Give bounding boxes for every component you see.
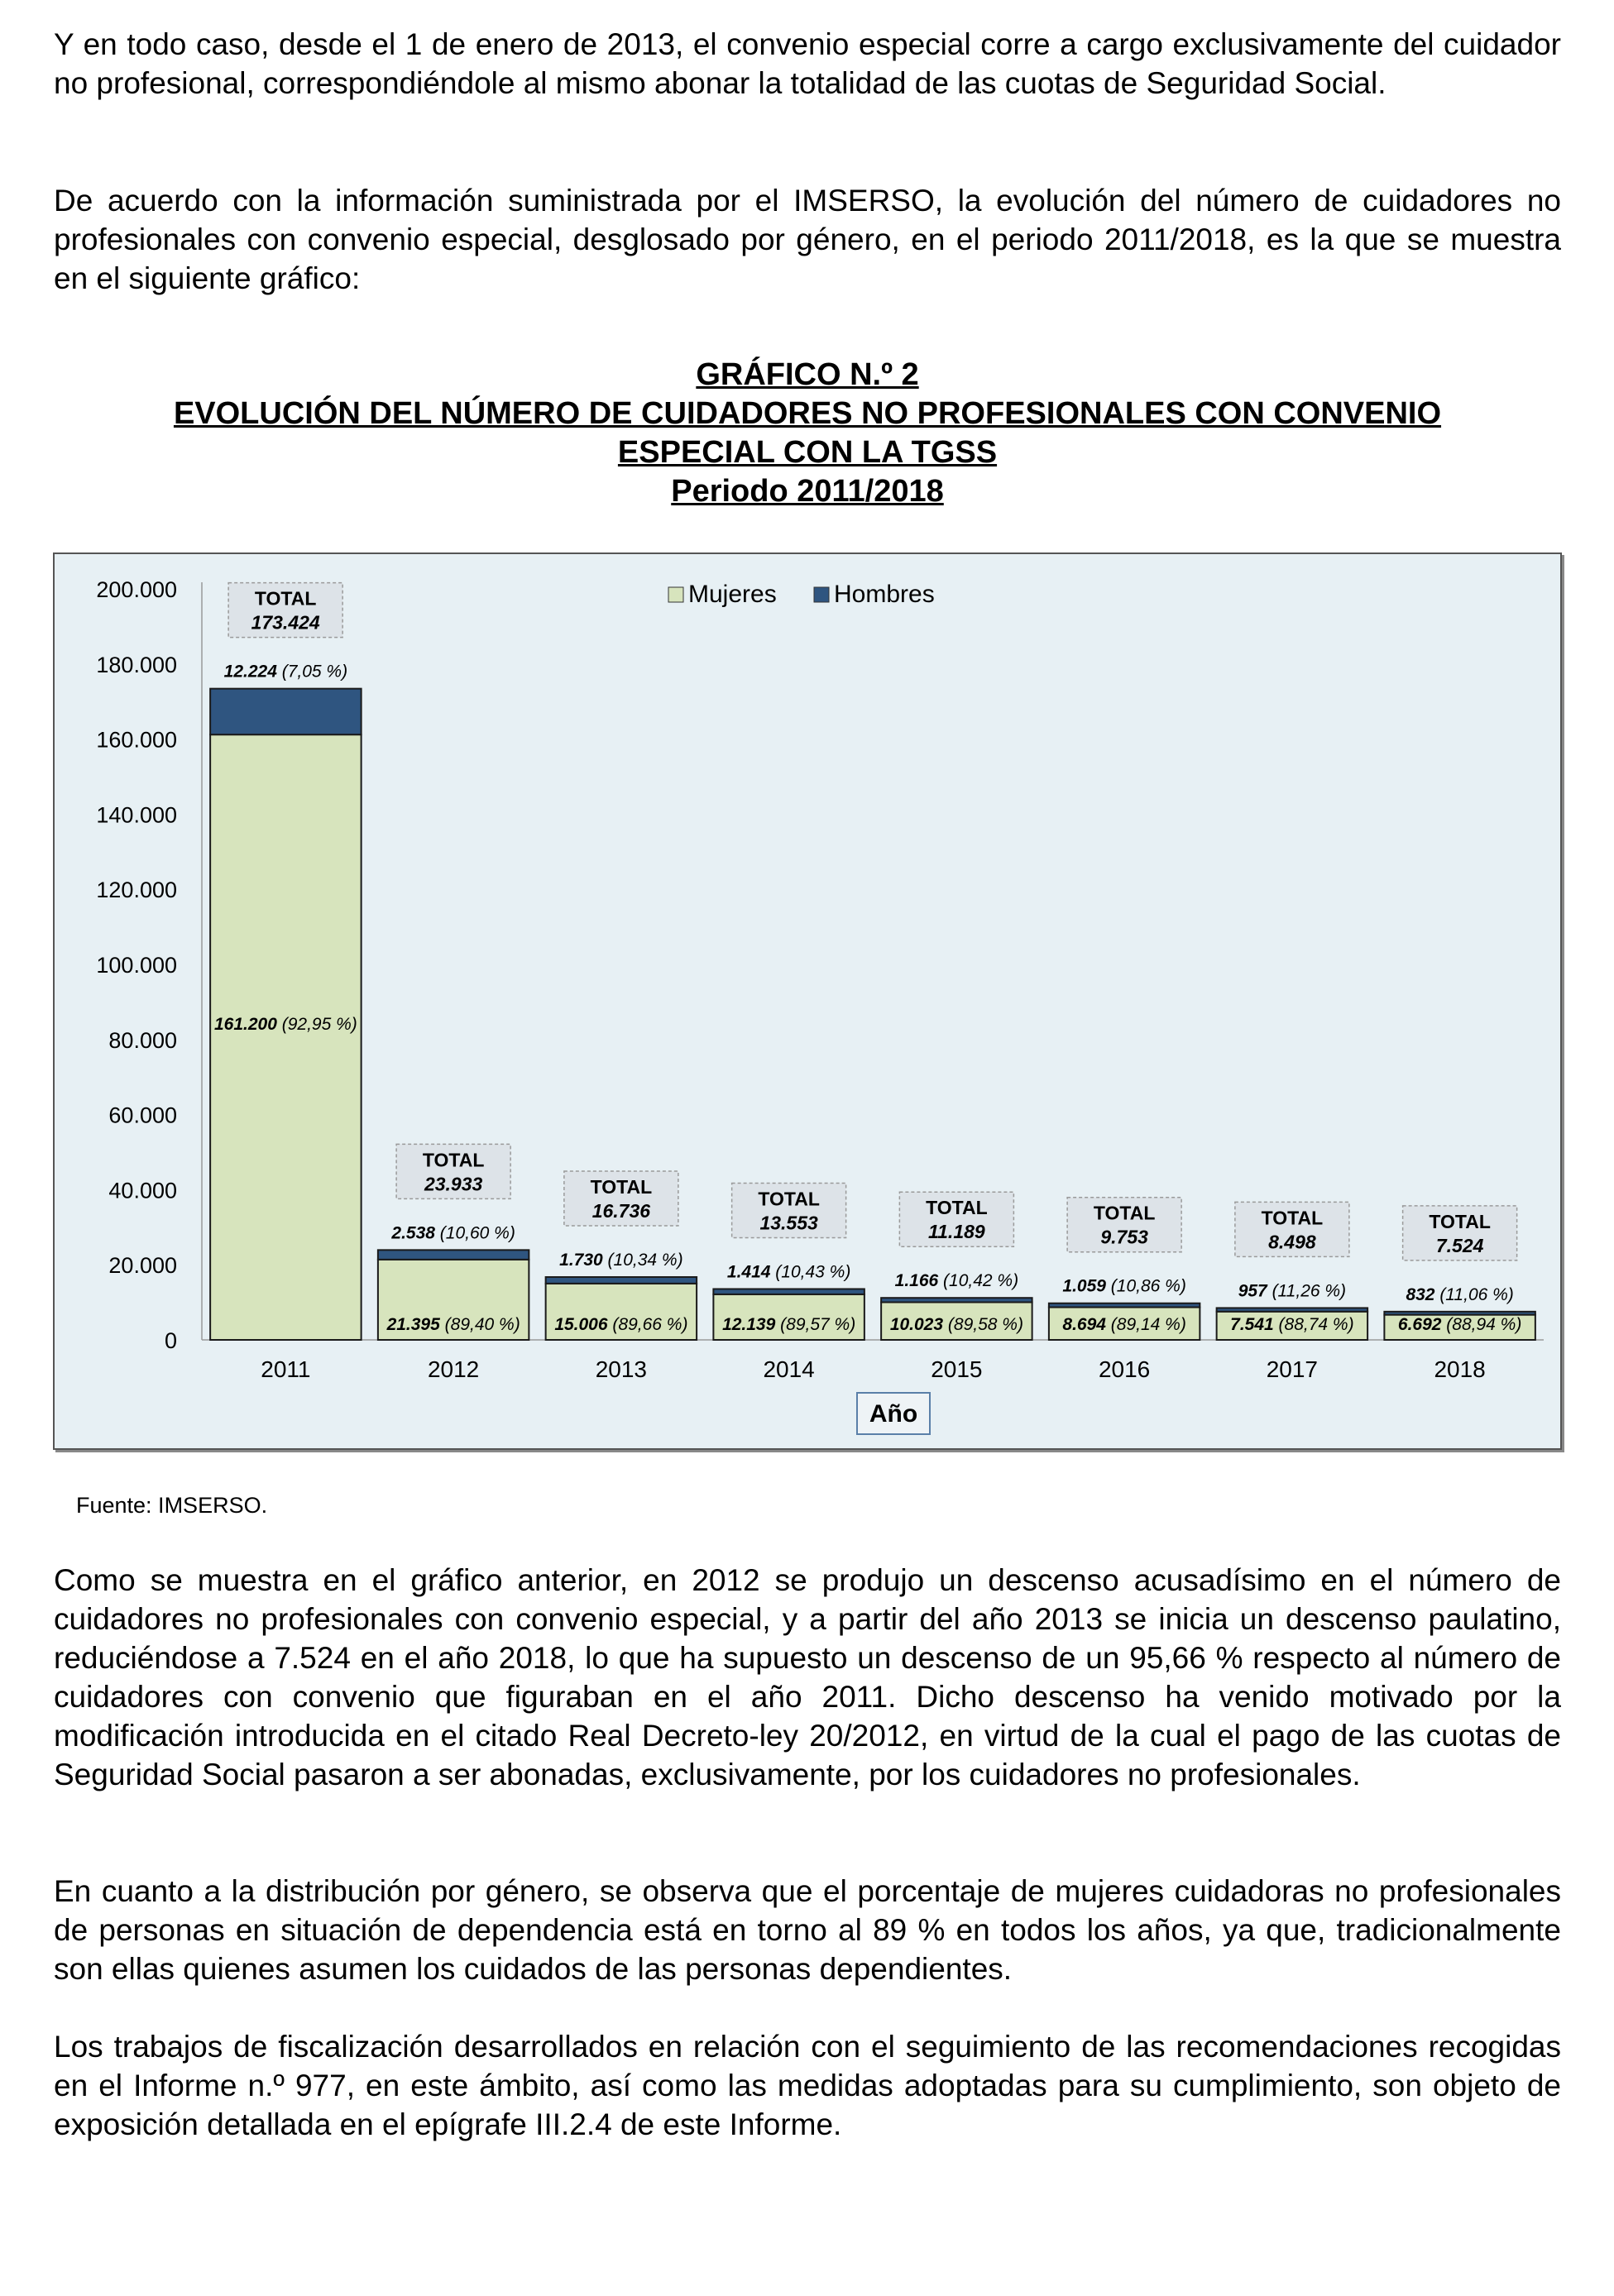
legend-swatch-mujeres — [668, 587, 683, 602]
analysis-paragraph-1: Como se muestra en el gráfico anterior, en 2012 se produjo un descenso acusadísimo en el número de cuidadores no profesionales con convenio especial, y a partir del año 2013 se inicia un descenso paulatino, reduciéndose a 7.524 en el año 2018, lo que ha supuesto un descenso de un 95,66 % respecto al número de cuidadores con convenio que figuraban en el año 2011. Dicho descenso ha venido motivado por la modificación introducida en el citado Real Decreto-ley 20/2012, en virtud de la cual el pago de las cuotas de Seguridad Social pasaron a ser abonadas, exclusivamente, por los cuidadores no profesionales. — [54, 1563, 1561, 1791]
data-label-hombres-2011: 12.224 (7,05 %) — [223, 662, 348, 682]
data-label-hombres-2016: 1.059 (10,86 %) — [1062, 1276, 1186, 1296]
data-label-mujeres-2011: 161.200 (92,95 %) — [213, 1014, 357, 1034]
total-value-2017: 8.498 — [1268, 1231, 1316, 1253]
data-label-mujeres-2017: 7.541 (88,74 %) — [1230, 1315, 1354, 1334]
total-value-2013: 16.736 — [591, 1200, 651, 1222]
y-tick-label: 40.000 — [108, 1178, 177, 1203]
intro-paragraph-1: Y en todo caso, desde el 1 de enero de 2013, el convenio especial corre a cargo exclusivamente del cuidador no profesional, correspondiéndole al mismo abonar la totalidad de las cuotas de Seguridad Social. — [54, 27, 1561, 100]
x-tick-label: 2015 — [931, 1356, 983, 1382]
y-tick-label: 120.000 — [96, 878, 177, 903]
x-tick-label: 2016 — [1098, 1356, 1151, 1382]
legend-label-hombres: Hombres — [834, 581, 935, 608]
data-label-mujeres-2015: 10.023 (89,58 %) — [889, 1315, 1023, 1334]
legend-swatch-hombres — [814, 587, 829, 602]
chart-frame — [53, 552, 1562, 1450]
total-value-2012: 23.933 — [424, 1173, 483, 1195]
total-value-2015: 11.189 — [928, 1221, 985, 1243]
figure-title-line-1: EVOLUCIÓN DEL NÚMERO DE CUIDADORES NO PROFESIONALES CON CONVENIO — [173, 396, 1442, 431]
stacked-bar-chart — [55, 554, 1560, 1448]
total-value-2014: 13.553 — [759, 1212, 818, 1234]
x-tick-label: 2018 — [1434, 1356, 1486, 1382]
total-caption: TOTAL — [422, 1149, 485, 1171]
data-label-hombres-2014: 1.414 (10,43 %) — [726, 1262, 851, 1282]
x-axis-title: Año — [869, 1400, 918, 1428]
data-label-hombres-2013: 1.730 (10,34 %) — [559, 1251, 683, 1270]
bar-hombres-2016 — [1049, 1303, 1200, 1308]
x-tick-label: 2011 — [261, 1356, 311, 1382]
total-caption: TOTAL — [926, 1197, 988, 1219]
bar-hombres-2017 — [1217, 1308, 1367, 1311]
y-tick-label: 160.000 — [96, 727, 177, 753]
intro-paragraph-2: De acuerdo con la información suministrada por el IMSERSO, la evolución del número de cuidadores no profesionales con convenio especial, desglosado por género, en el periodo 2011/2018, es la que se muestra en el siguiente gráfico: — [54, 184, 1561, 295]
data-label-mujeres-2012: 21.395 (89,40 %) — [386, 1315, 520, 1334]
data-label-hombres-2017: 957 (11,26 %) — [1238, 1281, 1347, 1301]
total-value-2011: 173.424 — [251, 611, 320, 634]
figure-source: Fuente: IMSERSO. — [76, 1493, 268, 1518]
bar-hombres-2012 — [378, 1250, 529, 1260]
bar-hombres-2011 — [210, 689, 361, 734]
y-tick-label: 0 — [164, 1328, 177, 1353]
y-tick-label: 20.000 — [108, 1253, 177, 1279]
analysis-paragraph-2: En cuanto a la distribución por género, se observa que el porcentaje de mujeres cuidadoras no profesionales de personas en situación de dependencia está en torno al 89 % en todos los años, ya que, tradicionalmente son ellas quienes asumen los cuidados de las personas dependientes. — [54, 1874, 1561, 1986]
data-label-mujeres-2018: 6.692 (88,94 %) — [1397, 1315, 1522, 1334]
figure-title-period: Periodo 2011/2018 — [671, 474, 944, 509]
bar-hombres-2015 — [881, 1298, 1032, 1302]
data-label-mujeres-2014: 12.139 (89,57 %) — [722, 1315, 856, 1334]
y-tick-label: 140.000 — [96, 802, 177, 828]
total-caption: TOTAL — [254, 587, 317, 610]
y-tick-label: 100.000 — [96, 953, 177, 978]
data-label-hombres-2012: 2.538 (10,60 %) — [391, 1223, 515, 1243]
analysis-paragraph-3: Los trabajos de fiscalización desarrollados en relación con el seguimiento de las recomendaciones recogidas en el Informe n.º 977, en este ámbito, así como las medidas adoptadas para su cumplimiento, son objeto de exposición detallada en el epígrafe III.2.4 de este Informe. — [54, 2030, 1561, 2141]
total-caption: TOTAL — [1093, 1202, 1156, 1224]
x-tick-label: 2012 — [427, 1356, 480, 1382]
figure-title — [54, 356, 1561, 511]
bar-mujeres-2011 — [210, 734, 361, 1340]
total-caption: TOTAL — [1429, 1210, 1491, 1232]
data-label-mujeres-2013: 15.006 (89,66 %) — [554, 1315, 688, 1334]
data-label-mujeres-2016: 8.694 (89,14 %) — [1062, 1315, 1186, 1334]
legend-label-mujeres: Mujeres — [688, 581, 777, 608]
figure-title-line-2: ESPECIAL CON LA TGSS — [617, 435, 998, 470]
y-tick-label: 80.000 — [108, 1027, 177, 1053]
total-caption: TOTAL — [758, 1188, 820, 1210]
y-tick-label: 200.000 — [96, 577, 177, 602]
x-tick-label: 2017 — [1266, 1356, 1319, 1382]
figure-title-number: GRÁFICO N.º 2 — [696, 357, 919, 392]
y-tick-label: 60.000 — [108, 1103, 177, 1128]
y-tick-label: 180.000 — [96, 652, 177, 677]
x-tick-label: 2014 — [763, 1356, 815, 1382]
data-label-hombres-2018: 832 (11,06 %) — [1406, 1284, 1514, 1304]
bar-hombres-2014 — [713, 1289, 864, 1294]
data-label-hombres-2015: 1.166 (10,42 %) — [894, 1271, 1019, 1291]
total-caption: TOTAL — [1261, 1207, 1324, 1229]
total-value-2016: 9.753 — [1100, 1226, 1148, 1248]
bar-hombres-2013 — [546, 1277, 697, 1284]
total-value-2018: 7.524 — [1435, 1234, 1484, 1256]
x-tick-label: 2013 — [595, 1356, 648, 1382]
total-caption: TOTAL — [590, 1176, 653, 1198]
